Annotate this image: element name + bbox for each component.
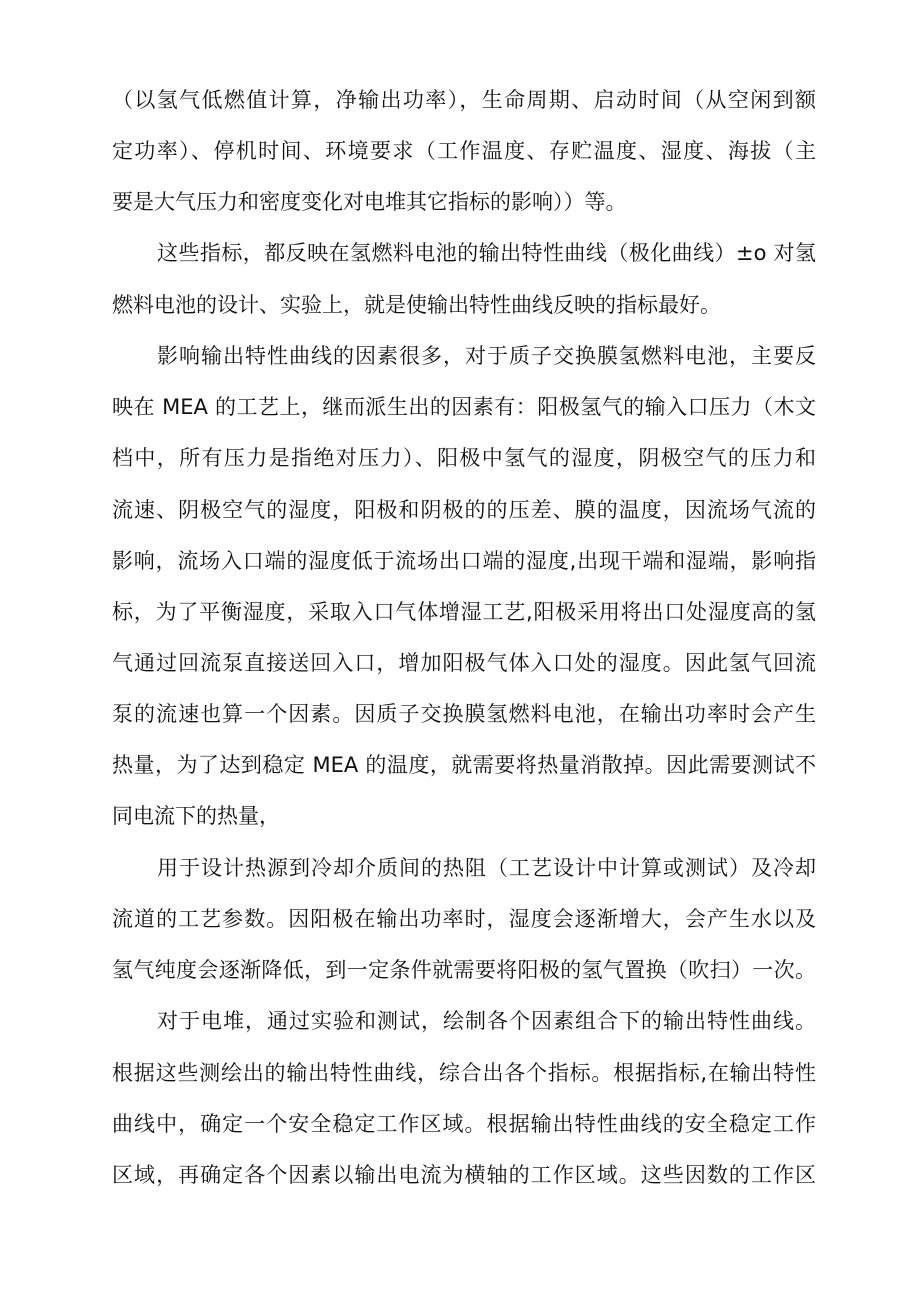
- text-line-21: 曲线中，确定一个安全稳定工作区域。根据输出特性曲线的安全稳定工作: [112, 1112, 816, 1136]
- text-line-2: 定功率）、停机时间、环境要求（工作温度、存贮温度、湿度、海拔（主: [112, 139, 816, 163]
- text-line-9: 流速、阴极空气的湿度，阳极和阴极的的压差、膜的温度，因流场气流的: [112, 498, 816, 522]
- text-line-4: 这些指标，都反映在氢燃料电池的输出特性曲线（极化曲线）±o 对氢: [157, 241, 816, 265]
- text-line-10: 影响，流场入口端的湿度低于流场出口端的湿度,出现干端和湿端，影响指: [112, 549, 816, 573]
- text-line-8: 档中，所有压力是指绝对压力）、阳极中氢气的湿度，阴极空气的压力和: [112, 446, 816, 470]
- text-line-18: 氢气纯度会逐渐降低，到一定条件就需要将阳极的氢气置换（吹扫）一次。: [112, 958, 816, 982]
- text-line-20: 根据这些测绘出的输出特性曲线，综合出各个指标。根据指标,在输出特性: [112, 1061, 816, 1085]
- text-line-22: 区域，再确定各个因素以输出电流为横轴的工作区域。这些因数的工作区: [112, 1163, 816, 1187]
- text-line-11: 标，为了平衡湿度，采取入口气体增湿工艺,阳极采用将出口处湿度高的氢: [112, 600, 816, 624]
- text-line-12: 气通过回流泵直接送回入口，增加阳极气体入口处的湿度。因此氢气回流: [112, 651, 816, 675]
- text-line-6: 影响输出特性曲线的因素很多，对于质子交换膜氢燃料电池，主要反: [157, 344, 816, 368]
- text-line-17: 流道的工艺参数。因阳极在输出功率时，湿度会逐渐增大，会产生水以及: [112, 907, 816, 931]
- text-line-19: 对于电堆，通过实验和测试，绘制各个因素组合下的输出特性曲线。: [157, 1009, 816, 1033]
- text-line-14: 热量，为了达到稳定 MEA 的温度，就需要将热量消散掉。因此需要测试不: [112, 753, 816, 777]
- text-line-3: 要是大气压力和密度变化对电堆其它指标的影响））等。: [112, 190, 627, 214]
- text-line-16: 用于设计热源到冷却介质间的热阻（工艺设计中计算或测试）及冷却: [157, 856, 816, 880]
- text-line-5: 燃料电池的设计、实验上，就是使输出特性曲线反映的指标最好。: [112, 293, 721, 317]
- text-line-15: 同电流下的热量，: [112, 804, 280, 828]
- text-line-7: 映在 MEA 的工艺上，继而派生出的因素有：阳极氢气的输入口压力（木文: [112, 395, 816, 419]
- text-line-1: （以氢气低燃值计算，净输出功率），生命周期、启动时间（从空闲到额: [112, 88, 816, 112]
- text-line-13: 泵的流速也算一个因素。因质子交换膜氢燃料电池，在输出功率时会产生: [112, 702, 816, 726]
